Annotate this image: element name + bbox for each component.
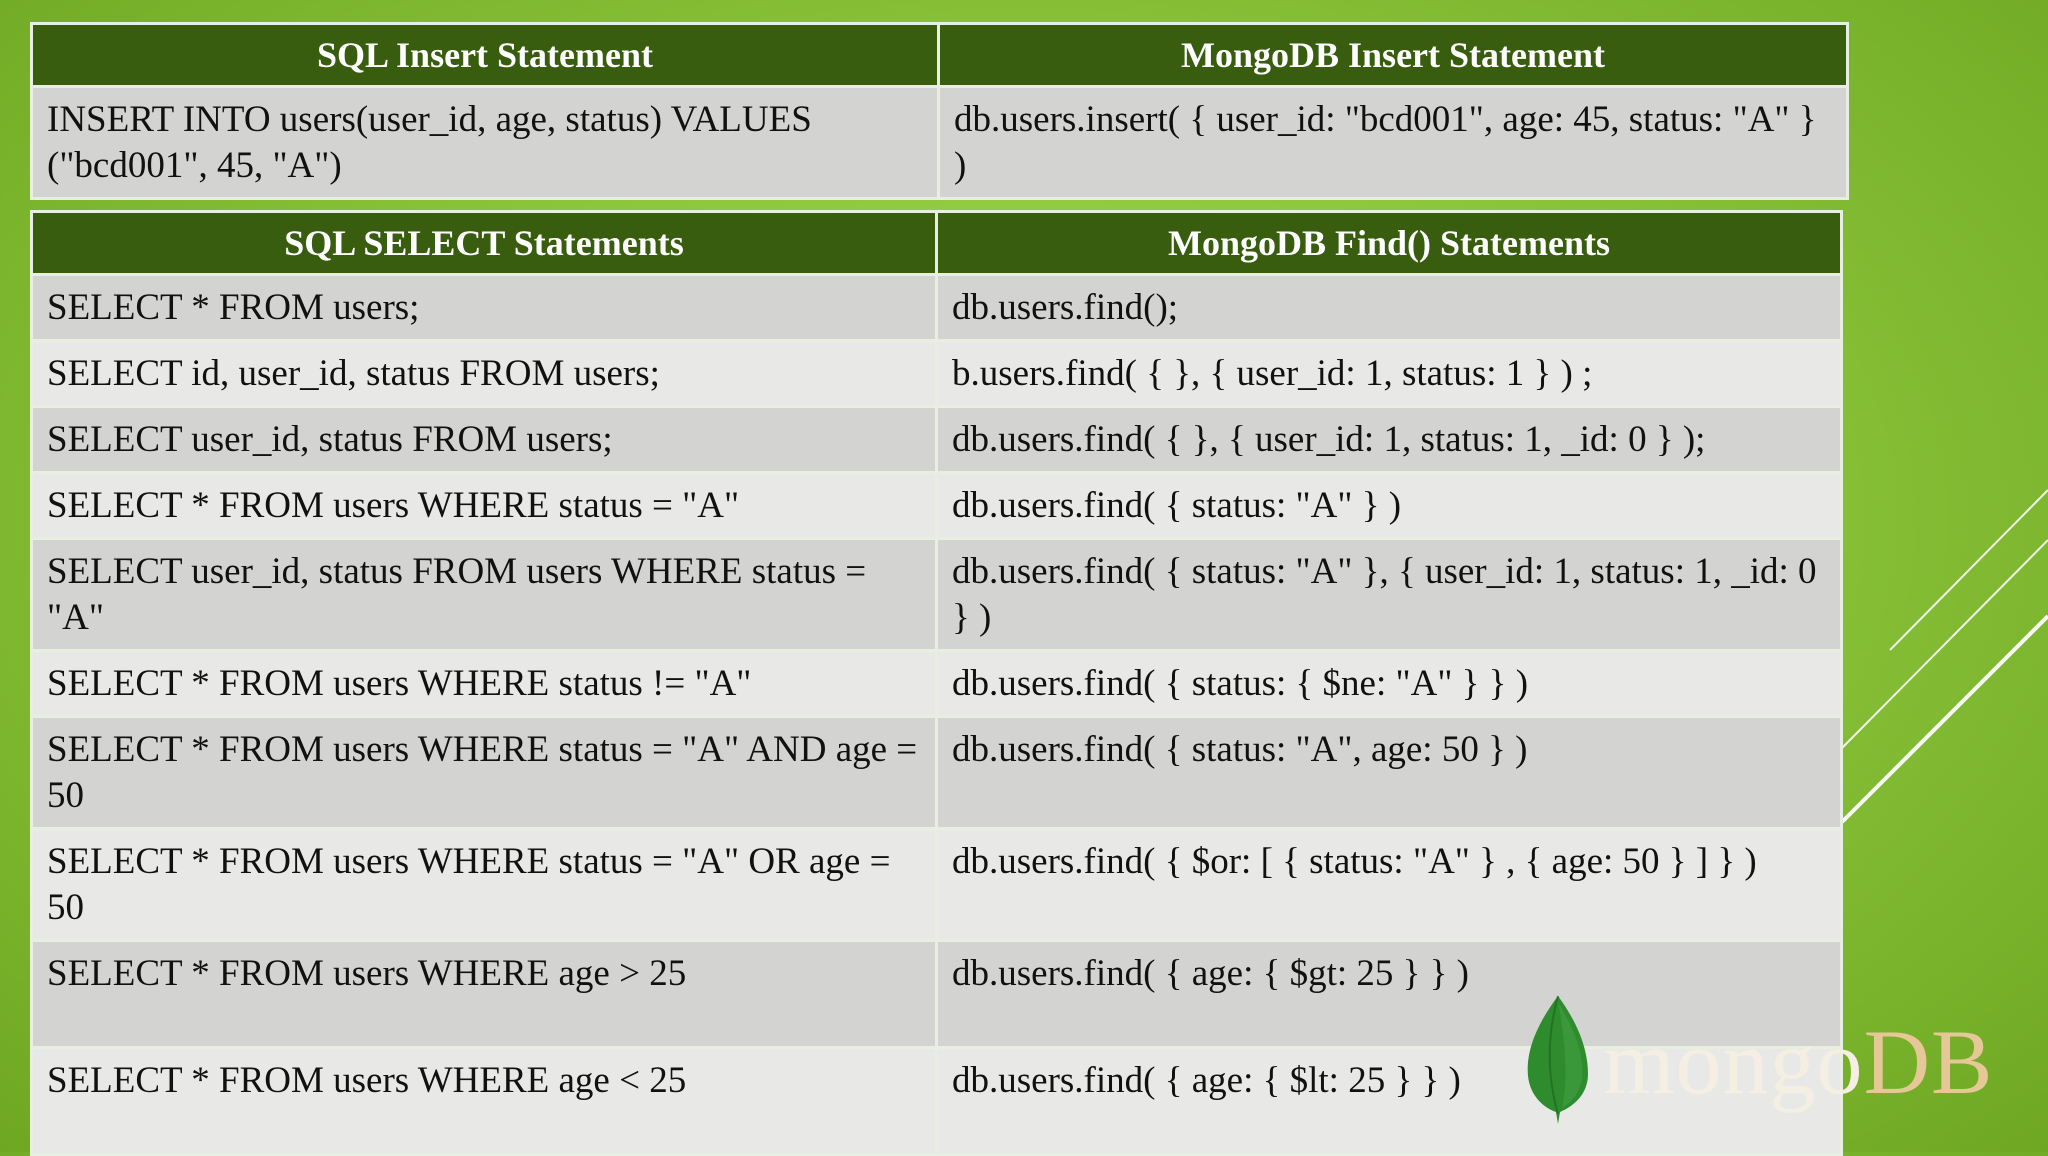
sql-statement: SELECT * FROM users WHERE age > 25 [32,941,937,1048]
header-sql-insert: SQL Insert Statement [32,24,939,87]
table-row [32,275,1842,341]
select-table-header-row [32,212,1842,275]
header-mongodb-insert: MongoDB Insert Statement [939,24,1848,87]
mongodb-statement: db.users.find( { }, { user_id: 1, status: 1, _id: 0 } ); [937,407,1842,473]
sql-statement: SELECT id, user_id, status FROM users; [32,341,937,407]
sql-statement: SELECT * FROM users WHERE status = "A" AND age = 50 [32,717,937,829]
mongodb-statement: db.users.find( { age: { $gt: 25 } } ) [937,941,1842,1048]
wordmark-db: DB [1863,1011,1994,1113]
mongodb-statement: db.users.find( { status: { $ne: "A" } } ) [937,651,1842,717]
mongodb-logo [1518,992,2028,1132]
table-row [32,341,1842,407]
header-sql-select: SQL SELECT Statements [32,212,937,275]
sql-insert-statement: INSERT INTO users(user_id, age, status) VALUES ("bcd001", 45, "A") [32,87,939,199]
sql-statement: SELECT * FROM users WHERE status = "A" [32,473,937,539]
sql-statement: SELECT * FROM users WHERE age < 25 [32,1048,937,1155]
insert-table-header-row [32,24,1848,87]
table-row [32,407,1842,473]
table-row [32,87,1848,199]
mongodb-statement: db.users.find( { age: { $lt: 25 } } ) [937,1048,1842,1155]
sql-statement: SELECT user_id, status FROM users; [32,407,937,473]
sql-statement: SELECT * FROM users; [32,275,937,341]
wordmark-mongo: mongo [1603,1011,1864,1113]
sql-statement: SELECT * FROM users WHERE status != "A" [32,651,937,717]
mongodb-statement: db.users.find( { status: "A", age: 50 } ) [937,717,1842,829]
table-row [32,717,1842,829]
sql-statement: SELECT * FROM users WHERE status = "A" OR age = 50 [32,829,937,941]
mongodb-statement: b.users.find( { }, { user_id: 1, status: 1 } ) ; [937,341,1842,407]
table-row [32,651,1842,717]
sql-statement: SELECT user_id, status FROM users WHERE status = "A" [32,539,937,651]
mongodb-statement: db.users.find( { status: "A" }, { user_id: 1, status: 1, _id: 0 } ) [937,539,1842,651]
mongodb-leaf-icon [1518,992,1598,1124]
mongodb-wordmark [1603,1012,1993,1112]
insert-comparison-table [30,22,1849,200]
header-mongodb-find: MongoDB Find() Statements [937,212,1842,275]
mongodb-statement: db.users.find( { $or: [ { status: "A" } , { age: 50 } ] } ) [937,829,1842,941]
table-row [32,539,1842,651]
mongodb-statement: db.users.find(); [937,275,1842,341]
mongodb-statement: db.users.find( { status: "A" } ) [937,473,1842,539]
table-row [32,829,1842,941]
mongodb-insert-statement: db.users.insert( { user_id: "bcd001", age: 45, status: "A" } ) [939,87,1848,199]
table-row [32,473,1842,539]
